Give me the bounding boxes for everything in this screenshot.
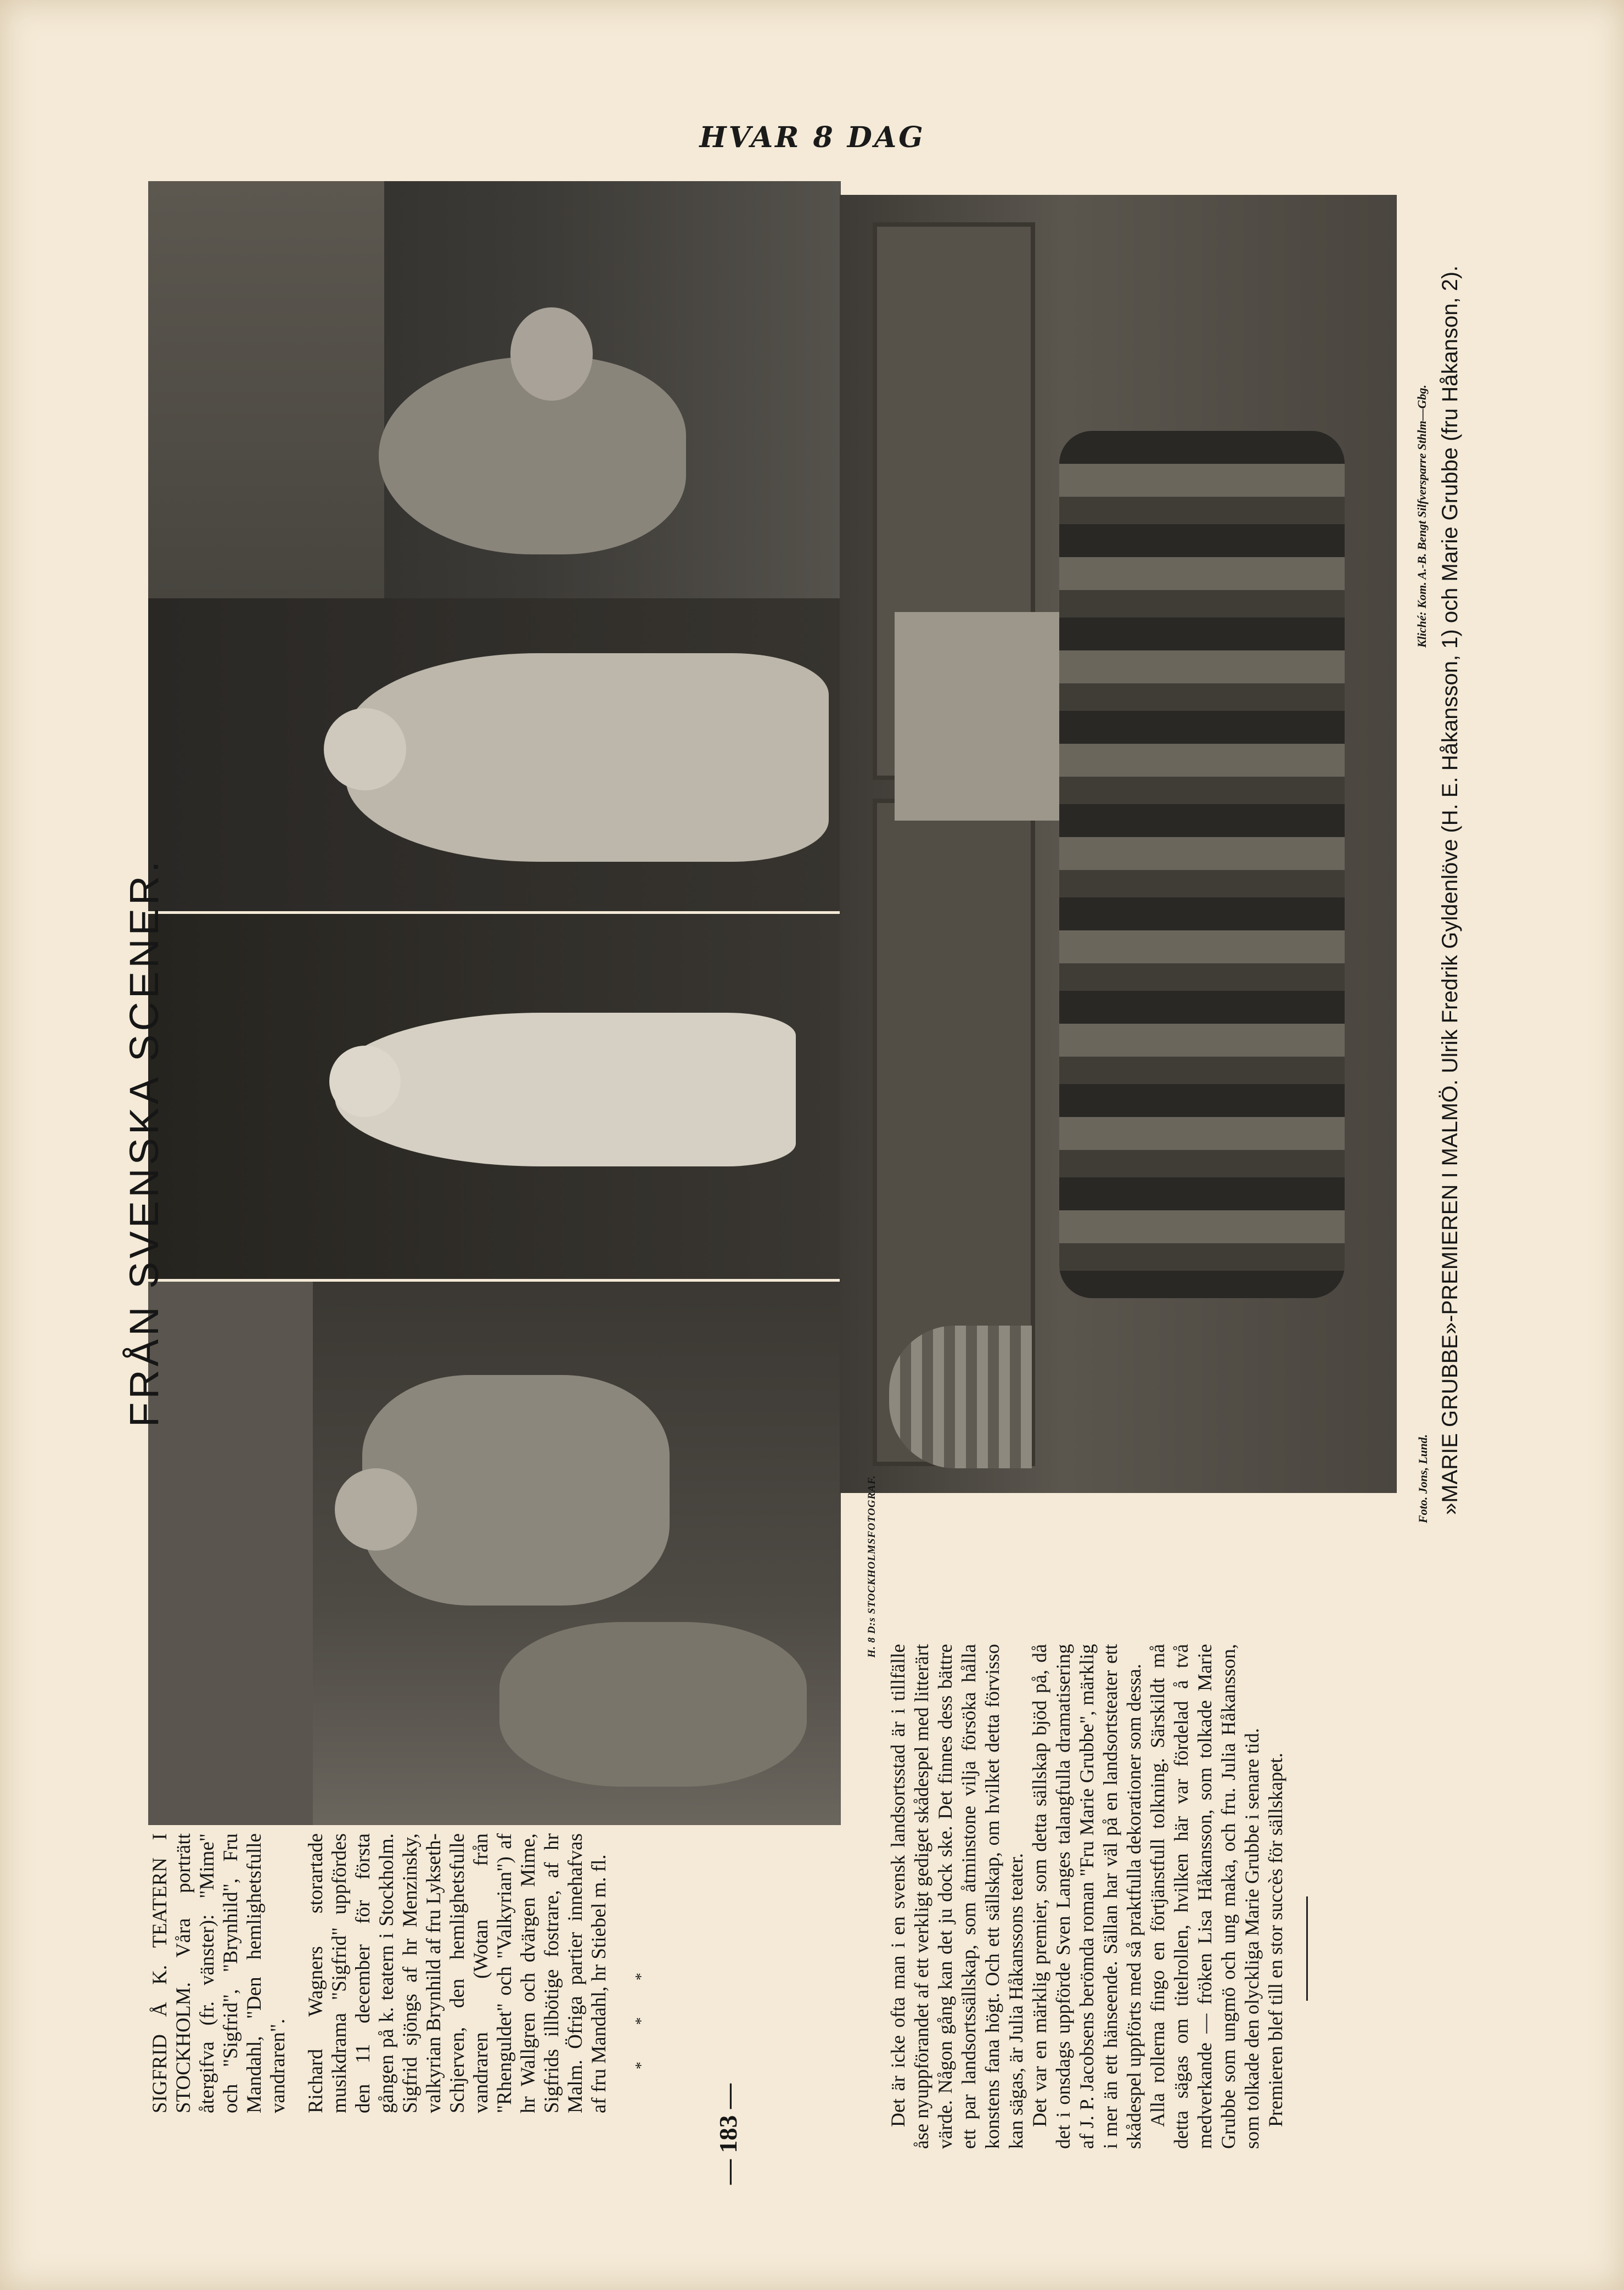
figure-mandahl-robe [335, 1013, 796, 1166]
photo-marie-grubbe-premiere [840, 195, 1397, 1493]
left-caption-body: Richard Wagners storartade musikdrama "Sigfrid" uppfördes den 11 december för första gången på k. teatern i Stockholm. Sigfrid sjöngs af hr Menzinsky, valkyrian Brynhild af fru Lykseth-Schjerven, den hemlighetsfulle vandraren (Wotan från "Rhenguldet" och "Valkyrian") af hr Wallgren och dvärgen Mime, Sigfrids illbötige fostrare, af hr Malm. Öfriga partier innehafvas af fru Mandahl, hr Stiebel m. fl. [305, 1833, 610, 2113]
photo-sigfrid [148, 1282, 841, 1825]
cliche-credit: Kliché: Kom. A.-B. Bengt Silfversparre Sthlm—Gbg. [1415, 385, 1429, 648]
figure-mime-head [510, 307, 593, 401]
photo-mime [148, 181, 841, 598]
figure-sigfrid-head [335, 1468, 417, 1551]
photo-brynhild [148, 598, 841, 911]
figure-brynhild-head [324, 708, 406, 790]
photo-caption: »MARIE GRUBBE»-PREMIEREN I MALMÖ. Ulrik Fredrik Gyldenlöve (H. E. Håkansson, 1) och Marie Grubbe (fru Håkanson, 2). [1438, 265, 1462, 1515]
heading-text: SIGFRID Å K. TEATERN I STOCKHOLM. [149, 1833, 195, 2113]
article-paragraph: Premieren blef till en stor succès för sällskapet. [1265, 1753, 1286, 2127]
running-head: HVAR 8 DAG [699, 121, 925, 154]
photo-window [889, 1326, 1032, 1468]
article-column [886, 1644, 1308, 2149]
main-title: FRÅN SVENSKA SCENER. [121, 857, 167, 1427]
photo-fru-mandahl [148, 914, 841, 1279]
figure-brynhild-robe [346, 653, 829, 862]
photo-floor [148, 181, 384, 598]
left-caption-column [148, 1833, 653, 2113]
left-caption-heading [148, 1833, 290, 2113]
section-divider: * * * [633, 1956, 650, 2069]
photo-credit: H. 8 D:s STOCKHOLMSFOTOGRAF. [866, 1475, 878, 1658]
intro-text: Våra porträtt återgifva (fr. vänster): "Mime" och "Sigfrid", "Brynhild", Fru Mandahl, "Den hemlighetsfulle vandraren". [172, 1833, 289, 2113]
photo-cast-group [1059, 431, 1345, 1298]
page-number: — 183 — [714, 2084, 742, 2185]
article-paragraph: Det var en märklig premier, som detta sällskap bjöd på, då det i onsdags uppförde Sven Langes talangfulla dramatisering af J. P. Jacobsens berömda roman "Fru Marie Grubbe", märklig i mer än ett hänseende. Sällan har väl på en landsortsteater ett skådespel uppförts med så praktfulla dekorationer som dessa. [1029, 1644, 1145, 2149]
article-paragraph: Alla rollerna fingo en förtjänstfull tolkning. Särskildt må detta sägas om titelrollen, hvilken här var fördelad å två medverkande — fröken Lisa Håkansson, som tolkade Marie Grubbe som ungmö och ung maka, och fru. Julia Håkansson, som tolkade den olyckliga Marie Grubbe i senare tid. [1147, 1644, 1263, 2149]
photo-wall [148, 1282, 313, 1825]
foto-credit: Foto. Jons, Lund. [1416, 1434, 1430, 1523]
figure-mime-crouching [499, 1622, 807, 1787]
article-paragraph: Det är icke ofta man i en svensk landsortsstad är i tillfälle åse nyuppförandet af ett verkligt gediget skådespel med litterärt värde. Någon gång kan det ju dock ske. Det finnes dess bättre ett par landsortssällskap, som åtminstone vilja försöka hålla konstens fana högt. Och ett sällskap, om hvilket detta förvisso kan sägas, är Julia Håkanssons teater. [887, 1644, 1027, 2149]
end-rule [1306, 1896, 1308, 2001]
figure-mandahl-head [329, 1046, 401, 1117]
